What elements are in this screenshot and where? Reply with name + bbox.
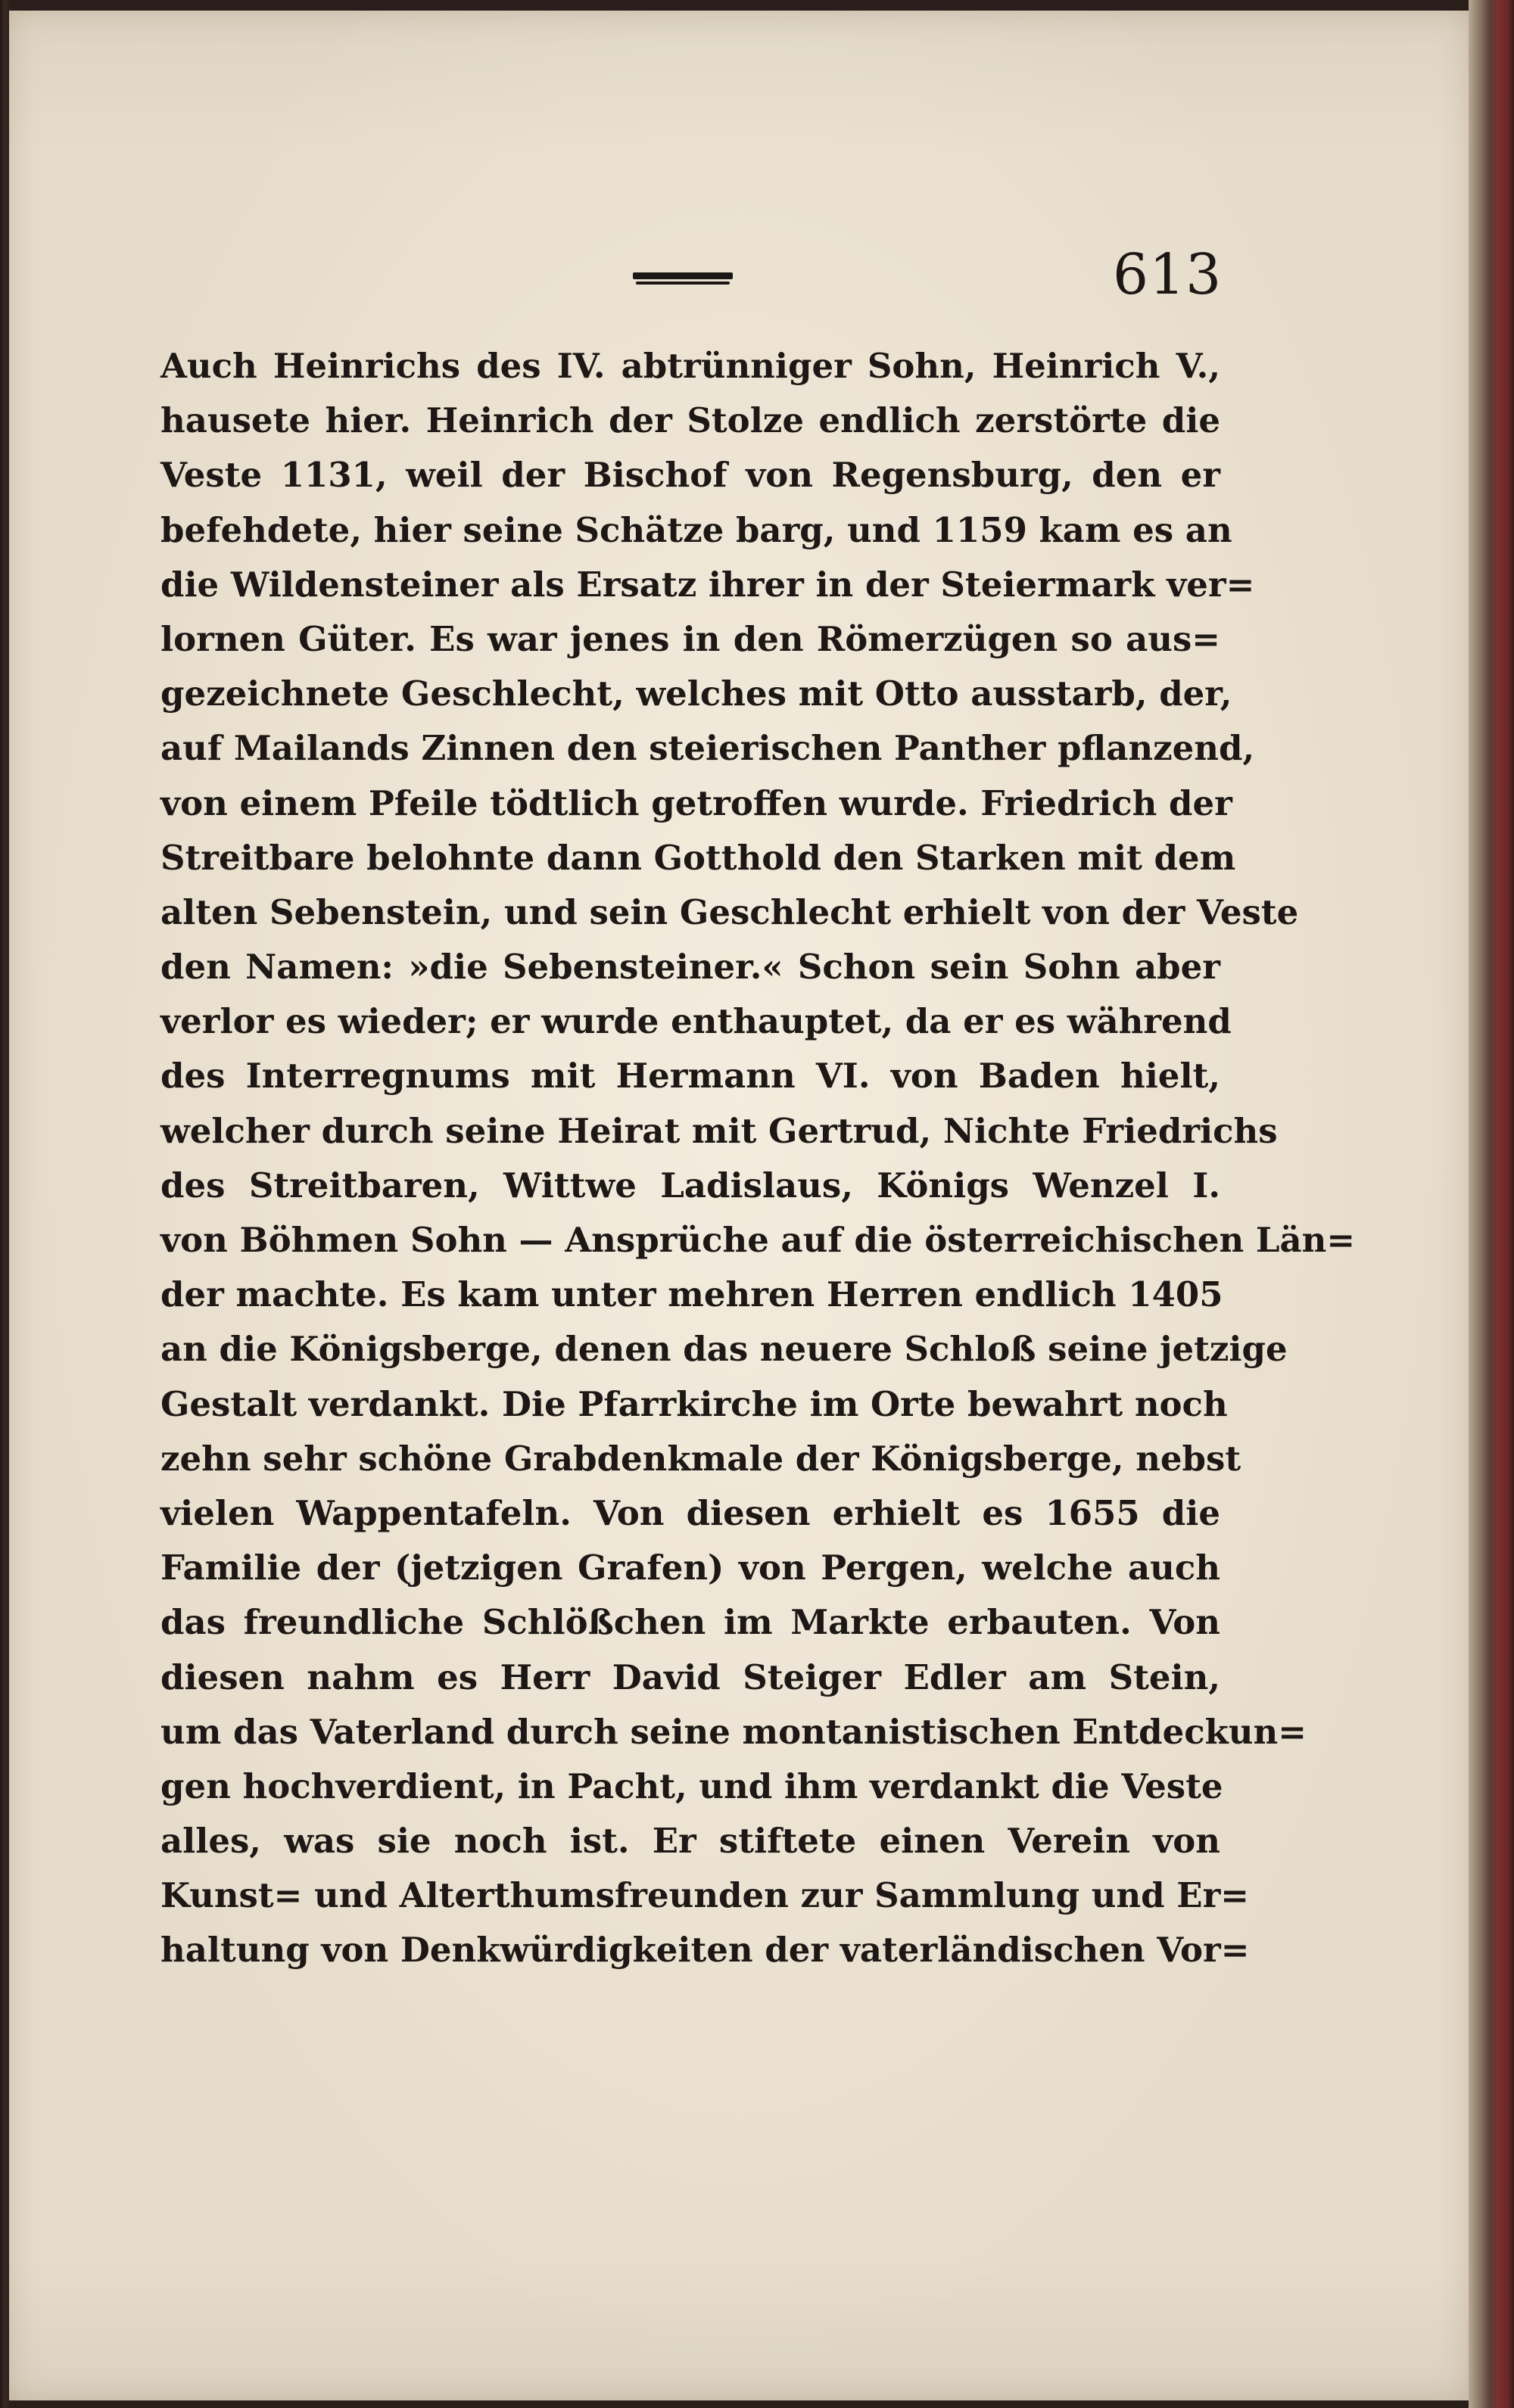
text-line: Streitbare belohnte dann Gotthold den Starken mit dem (160, 837, 1236, 878)
header-rule-thick (633, 272, 733, 279)
text-line: auf Mailands Zinnen den steierischen Panther pflanzend, (160, 728, 1255, 769)
text-line: das freundliche Schlößchen im Markte erbauten. Von (160, 1602, 1220, 1643)
text-line: gezeichnete Geschlecht, welches mit Otto ausstarb, der, (160, 674, 1232, 714)
text-line: Gestalt verdankt. Die Pfarrkirche im Orte bewahrt noch (160, 1383, 1228, 1424)
book-spine-edge (1469, 0, 1514, 2408)
text-line: um das Vaterland durch seine montanistischen Entdeckun= (160, 1711, 1307, 1752)
text-line: vielen Wappentafeln. Von diesen erhielt es 1655 die (160, 1492, 1220, 1533)
text-line: alten Sebenstein, und sein Geschlecht erhielt von der Veste (160, 891, 1299, 932)
text-line: alles, was sie noch ist. Er stiftete einen Verein von (160, 1821, 1220, 1862)
text-line: welcher durch seine Heirat mit Gertrud, Nichte Friedrichs (160, 1110, 1278, 1151)
text-line: diesen nahm es Herr David Steiger Edler am Stein, (160, 1657, 1220, 1697)
text-line: Familie der (jetzigen Grafen) von Pergen, welche auch (160, 1548, 1220, 1588)
text-line: von Böhmen Sohn — Ansprüche auf die österreichischen Län= (160, 1220, 1356, 1260)
text-line: Kunst= und Alterthumsfreunden zur Sammlung und Er= (160, 1875, 1250, 1916)
text-line: befehdete, hier seine Schätze barg, und 1159 kam es an (160, 509, 1232, 550)
text-line: Veste 1131, weil der Bischof von Regensburg, den er (160, 455, 1220, 496)
text-line: zehn sehr schöne Grabdenkmale der Königsberge, nebst (160, 1438, 1241, 1479)
text-line: des Interregnums mit Hermann VI. von Baden hielt, (160, 1056, 1220, 1097)
text-line: gen hochverdient, in Pacht, und ihm verdankt die Veste (160, 1766, 1223, 1806)
text-line: verlor es wieder; er wurde enthauptet, da er es während (160, 1001, 1232, 1042)
header-rule (633, 272, 733, 286)
text-line: hausete hier. Heinrich der Stolze endlich zerstörte die (160, 400, 1220, 441)
text-line: den Namen: »die Sebensteiner.« Schon sein Sohn aber (160, 947, 1220, 988)
text-line: des Streitbaren, Wittwe Ladislaus, Königs Wenzel I. (160, 1165, 1220, 1206)
text-line: an die Königsberge, denen das neuere Schloß seine jetzige (160, 1329, 1288, 1370)
body-text (160, 339, 1356, 1978)
header-rule-thin (636, 282, 730, 285)
page-number: 613 (1113, 242, 1223, 307)
text-line: von einem Pfeile tödtlich getroffen wurde. Friedrich der (160, 782, 1232, 823)
text-line: Auch Heinrichs des IV. abtrünniger Sohn, Heinrich V., (160, 346, 1220, 386)
text-line: lornen Güter. Es war jenes in den Römerzügen so aus= (160, 618, 1220, 659)
text-line: haltung von Denkwürdigkeiten der vaterländischen Vor= (160, 1930, 1250, 1971)
text-line: die Wildensteiner als Ersatz ihrer in der Steiermark ver= (160, 564, 1255, 605)
text-line: der machte. Es kam unter mehren Herren endlich 1405 (160, 1274, 1223, 1315)
